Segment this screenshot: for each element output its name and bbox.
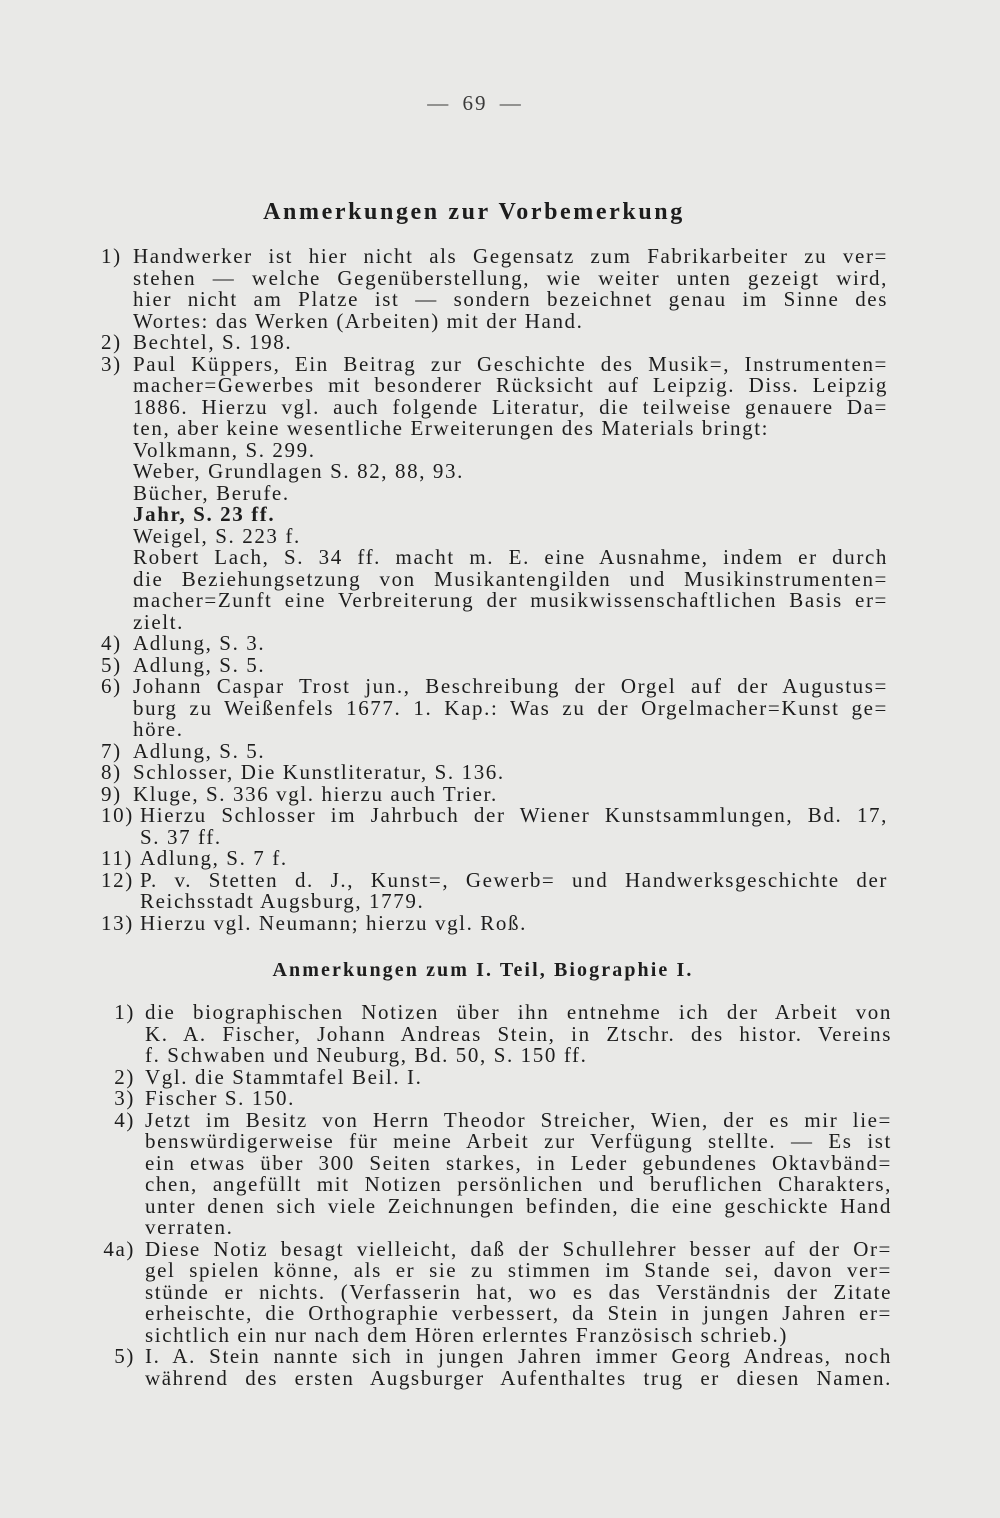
note-number: 12) <box>101 867 134 892</box>
note <box>101 805 888 848</box>
note-number: 1) <box>114 1000 135 1024</box>
note-line: die biographischen Notizen über ihn entnehme ich der Arbeit von <box>145 1000 892 1024</box>
note <box>101 1236 892 1347</box>
note-number: 3) <box>101 351 122 376</box>
note-line: K. A. Fischer, Johann Andreas Stein, in Ztschr. des histor. Vereins <box>145 1021 892 1046</box>
note-line: Hierzu Schlosser im Jahrbuch der Wiener Kunstsammlungen, Bd. 17, <box>140 803 888 827</box>
note-line: gel spielen könne, als er sie zu stimmen im Stande sei, davon ver= <box>145 1258 892 1282</box>
note-line: Vgl. die Stammtafel Beil. I. <box>145 1064 423 1089</box>
note-text <box>145 1346 892 1389</box>
note-line: stünde er nichts. (Verfasserin hat, wo es das Verständnis der Zitate <box>145 1279 892 1304</box>
section-heading-vorbemerkung: Anmerkungen zur Vorbemerkung <box>263 199 685 225</box>
note-line: 1886. Hierzu vgl. auch folgende Literatur, die teilweise genauere Da= <box>133 394 888 419</box>
note-text <box>133 781 888 806</box>
note-line: sichtlich ein nur nach dem Hören erlerntes Französisch schrieb.) <box>145 1322 788 1347</box>
note-line: Adlung, S. 5. <box>133 738 266 763</box>
note-line: unter denen sich viele Zeichnungen befinden, die eine geschickte Hand <box>145 1193 892 1218</box>
note <box>101 848 888 870</box>
note-line: Adlung, S. 3. <box>133 631 266 655</box>
note-text <box>145 1064 892 1089</box>
note <box>101 1002 892 1067</box>
note <box>101 676 888 741</box>
note-number: 4) <box>114 1107 135 1132</box>
note-text <box>140 910 888 935</box>
note-number: 6) <box>101 674 122 698</box>
note-text <box>133 762 888 784</box>
note-line: f. Schwaben und Neuburg, Bd. 50, S. 150 ff. <box>145 1043 588 1067</box>
note <box>101 332 888 354</box>
note-line: macher=Zunft eine Verbreiterung der musikwissenschaftlichen Basis er= <box>133 588 888 612</box>
note-line: Bücher, Berufe. <box>133 480 290 505</box>
note-line: erheischte, die Orthographie verbessert, da Stein in jungen Jahren er= <box>145 1301 892 1325</box>
note-number: 2) <box>114 1064 135 1089</box>
note-text <box>140 805 888 848</box>
note-text <box>133 351 888 634</box>
note-line: Diese Notiz besagt vielleicht, daß der Schullehrer besser auf der Or= <box>145 1236 892 1261</box>
note-number: 13) <box>101 910 134 935</box>
note-text <box>145 1002 892 1067</box>
note-line: ten, aber keine wesentliche Erweiterungen des Materials bringt: <box>133 416 770 440</box>
note-line: die Beziehungsetzung von Musikantengilden und Musikinstrumenten= <box>133 566 888 591</box>
note-line: stehen — welche Gegenüberstellung, wie weiter unten gezeigt wird, <box>133 265 888 290</box>
note-text <box>133 738 888 763</box>
note-number: 7) <box>101 738 122 763</box>
note-line: S. 37 ff. <box>140 824 222 849</box>
note-number: 11) <box>101 846 134 870</box>
note-line: macher=Gewerbes mit besonderer Rücksicht auf Leipzig. Diss. Leipzig <box>133 373 888 397</box>
note-line: Adlung, S. 5. <box>133 652 266 677</box>
page-number: — 69 — <box>427 91 523 115</box>
note <box>101 1346 892 1389</box>
note-line: Handwerker ist hier nicht als Gegensatz zum Fabrikarbeiter zu ver= <box>133 244 888 268</box>
note-line: höre. <box>133 717 184 741</box>
note <box>101 1064 892 1089</box>
note-line: während des ersten Augsburger Aufenthaltes trug er diesen Namen. <box>145 1365 892 1390</box>
note-number: 3) <box>114 1086 135 1110</box>
note <box>101 246 888 332</box>
note <box>101 1107 892 1239</box>
note-text <box>133 246 888 332</box>
note-line: benswürdigerweise für meine Arbeit zur Verfügung stellte. — Es ist <box>145 1129 892 1153</box>
note-line: Kluge, S. 336 vgl. hierzu auch Trier. <box>133 781 498 806</box>
note-number: 4a) <box>103 1236 135 1261</box>
note <box>101 1088 892 1110</box>
note-number: 2) <box>101 330 122 354</box>
section-heading-biographie: Anmerkungen zum I. Teil, Biographie I. <box>272 959 694 981</box>
note-line: chen, angefüllt mit Notizen persönlichen und beruflichen Charakters, <box>145 1172 892 1196</box>
note <box>101 633 888 655</box>
note-text <box>145 1236 892 1347</box>
note-line: Adlung, S. 7 f. <box>140 846 288 870</box>
note-text <box>140 867 888 913</box>
note-number: 9) <box>101 781 122 806</box>
note-line: P. v. Stetten d. J., Kunst=, Gewerb= und Handwerksgeschichte der <box>140 867 888 892</box>
note-line: I. A. Stein nannte sich in jungen Jahren immer Georg Andreas, noch <box>145 1344 892 1368</box>
note-line: Reichsstadt Augsburg, 1779. <box>140 889 425 913</box>
note <box>101 781 888 806</box>
note-line: Weigel, S. 223 f. <box>133 523 301 548</box>
note-line: Wortes: das Werken (Arbeiten) mit der Hand. <box>133 308 584 333</box>
note-number: 5) <box>101 652 122 677</box>
note-line: Bechtel, S. 198. <box>133 330 293 354</box>
note-text <box>133 332 888 354</box>
note-line: Jahr, S. 23 ff. <box>133 502 276 526</box>
note <box>101 762 888 784</box>
note <box>101 910 888 935</box>
note-line: verraten. <box>145 1215 234 1239</box>
note-line: ein etwas über 300 Seiten starkes, in Leder gebundenes Oktavbänd= <box>145 1150 892 1175</box>
note-line: Paul Küppers, Ein Beitrag zur Geschichte des Musik=, Instrumenten= <box>133 351 888 376</box>
note-line: Schlosser, Die Kunstliteratur, S. 136. <box>133 760 505 784</box>
note <box>101 867 888 913</box>
note-line: Johann Caspar Trost jun., Beschreibung der Orgel auf der Augustus= <box>133 674 888 698</box>
note <box>101 738 888 763</box>
note-line: burg zu Weißenfels 1677. 1. Kap.: Was zu der Orgelmacher=Kunst ge= <box>133 695 888 720</box>
note-text <box>145 1107 892 1239</box>
notes-biographie <box>101 1002 892 1389</box>
note-number: 8) <box>101 760 122 784</box>
note-text <box>133 633 888 655</box>
note-text <box>133 676 888 741</box>
note <box>101 652 888 677</box>
note-number: 4) <box>101 631 122 655</box>
note-text <box>140 848 888 870</box>
notes-vorbemerkung <box>101 246 888 934</box>
note-number: 5) <box>114 1344 135 1368</box>
note-text <box>145 1088 892 1110</box>
note <box>101 351 888 634</box>
note-number: 1) <box>101 244 122 268</box>
note-line: Volkmann, S. 299. <box>133 437 316 462</box>
note-line: zielt. <box>133 609 184 634</box>
note-line: Fischer S. 150. <box>145 1086 295 1110</box>
note-line: Hierzu vgl. Neumann; hierzu vgl. Roß. <box>140 910 527 935</box>
note-text <box>133 652 888 677</box>
note-line: hier nicht am Platze ist — sondern bezeichnet genau im Sinne des <box>133 287 888 311</box>
note-line: Robert Lach, S. 34 ff. macht m. E. eine Ausnahme, indem er durch <box>133 545 888 569</box>
note-number: 10) <box>101 803 134 827</box>
note-line: Jetzt im Besitz von Herrn Theodor Streicher, Wien, der es mir lie= <box>145 1107 892 1132</box>
note-line: Weber, Grundlagen S. 82, 88, 93. <box>133 459 464 483</box>
